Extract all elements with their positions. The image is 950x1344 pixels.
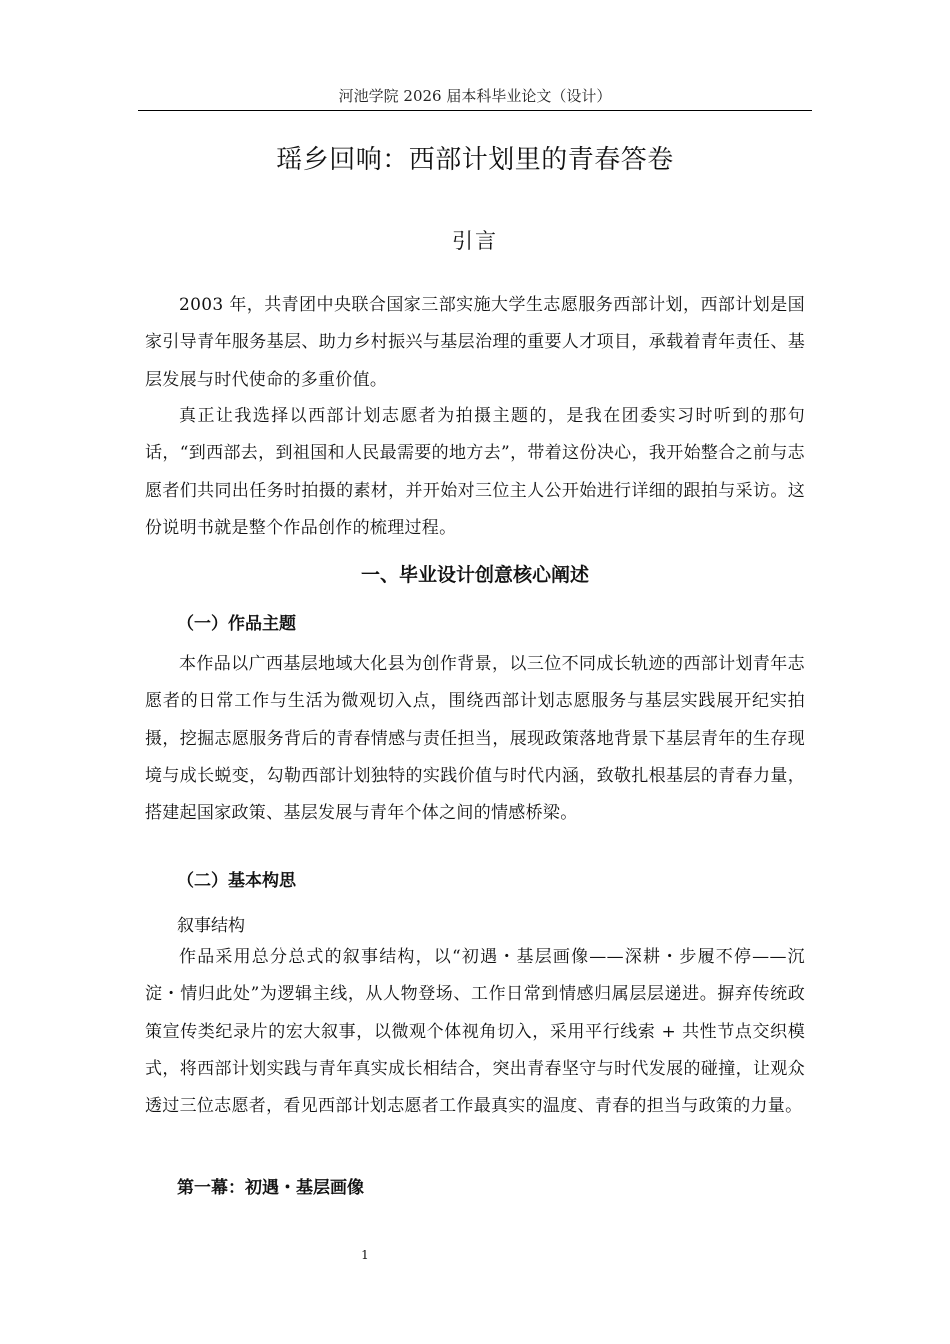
intro-paragraph-1: 2003 年，共青团中央联合国家三部实施大学生志愿服务西部计划，西部计划是国家引导青年服务基层、助力乡村振兴与基层治理的重要人才项目，承载着青年责任、基层发展与时代使命的多重价值。: [145, 295, 805, 390]
theme-paragraph: 本作品以广西基层地域大化县为创作背景，以三位不同成长轨迹的西部计划青年志愿者的日常工作与生活为微观切入点，围绕西部计划志愿服务与基层实践展开纪实拍摄，挖掘志愿服务背后的青春情感与责任担当，展现政策落地背景下基层青年的生存现境与成长蜕变，勾勒西部计划独特的实践价值与时代内涵，致敬扎根基层的青春力量，搭建起国家政策、基层发展与青年个体之间的情感桥梁。: [145, 654, 805, 824]
section-heading-1: 一、毕业设计创意核心阐述: [360, 564, 589, 586]
act-1-heading: 第一幕：初遇・基层画像: [177, 1178, 364, 1198]
document-title: 瑶乡回响：西部计划里的青春答卷: [276, 145, 674, 175]
subsection-heading-theme: （一）作品主题: [177, 614, 296, 634]
narrative-structure-label: 叙事结构: [177, 916, 245, 936]
subsection-heading-concept: （二）基本构思: [177, 871, 296, 891]
header-rule: [138, 110, 812, 111]
intro-heading: 引言: [452, 229, 498, 253]
running-header: 河池学院 2026 届本科毕业论文（设计）: [338, 87, 612, 105]
intro-paragraph-2: 真正让我选择以西部计划志愿者为拍摄主题的，是我在团委实习时听到的那句话，“到西部去，到祖国和人民最需要的地方去”，带着这份决心，我开始整合之前与志愿者们共同出任务时拍摄的素材，并开始对三位主人公开始进行详细的跟拍与采访。这份说明书就是整个作品创作的梳理过程。: [145, 406, 805, 538]
narrative-paragraph: 作品采用总分总式的叙事结构，以“初遇・基层画像——深耕・步履不停——沉淀・情归此处”为逻辑主线，从人物登场、工作日常到情感归属层层递进。摒弃传统政策宣传类纪录片的宏大叙事，以微观个体视角切入，采用平行线索 + 共性节点交织模式，将西部计划实践与青年真实成长相结合，突出青春坚守与时代发展的碰撞，让观众透过三位志愿者，看见西部计划志愿者工作最真实的温度、青春的担当与政策的力量。: [145, 947, 805, 1117]
page-number: 1: [361, 1248, 369, 1262]
